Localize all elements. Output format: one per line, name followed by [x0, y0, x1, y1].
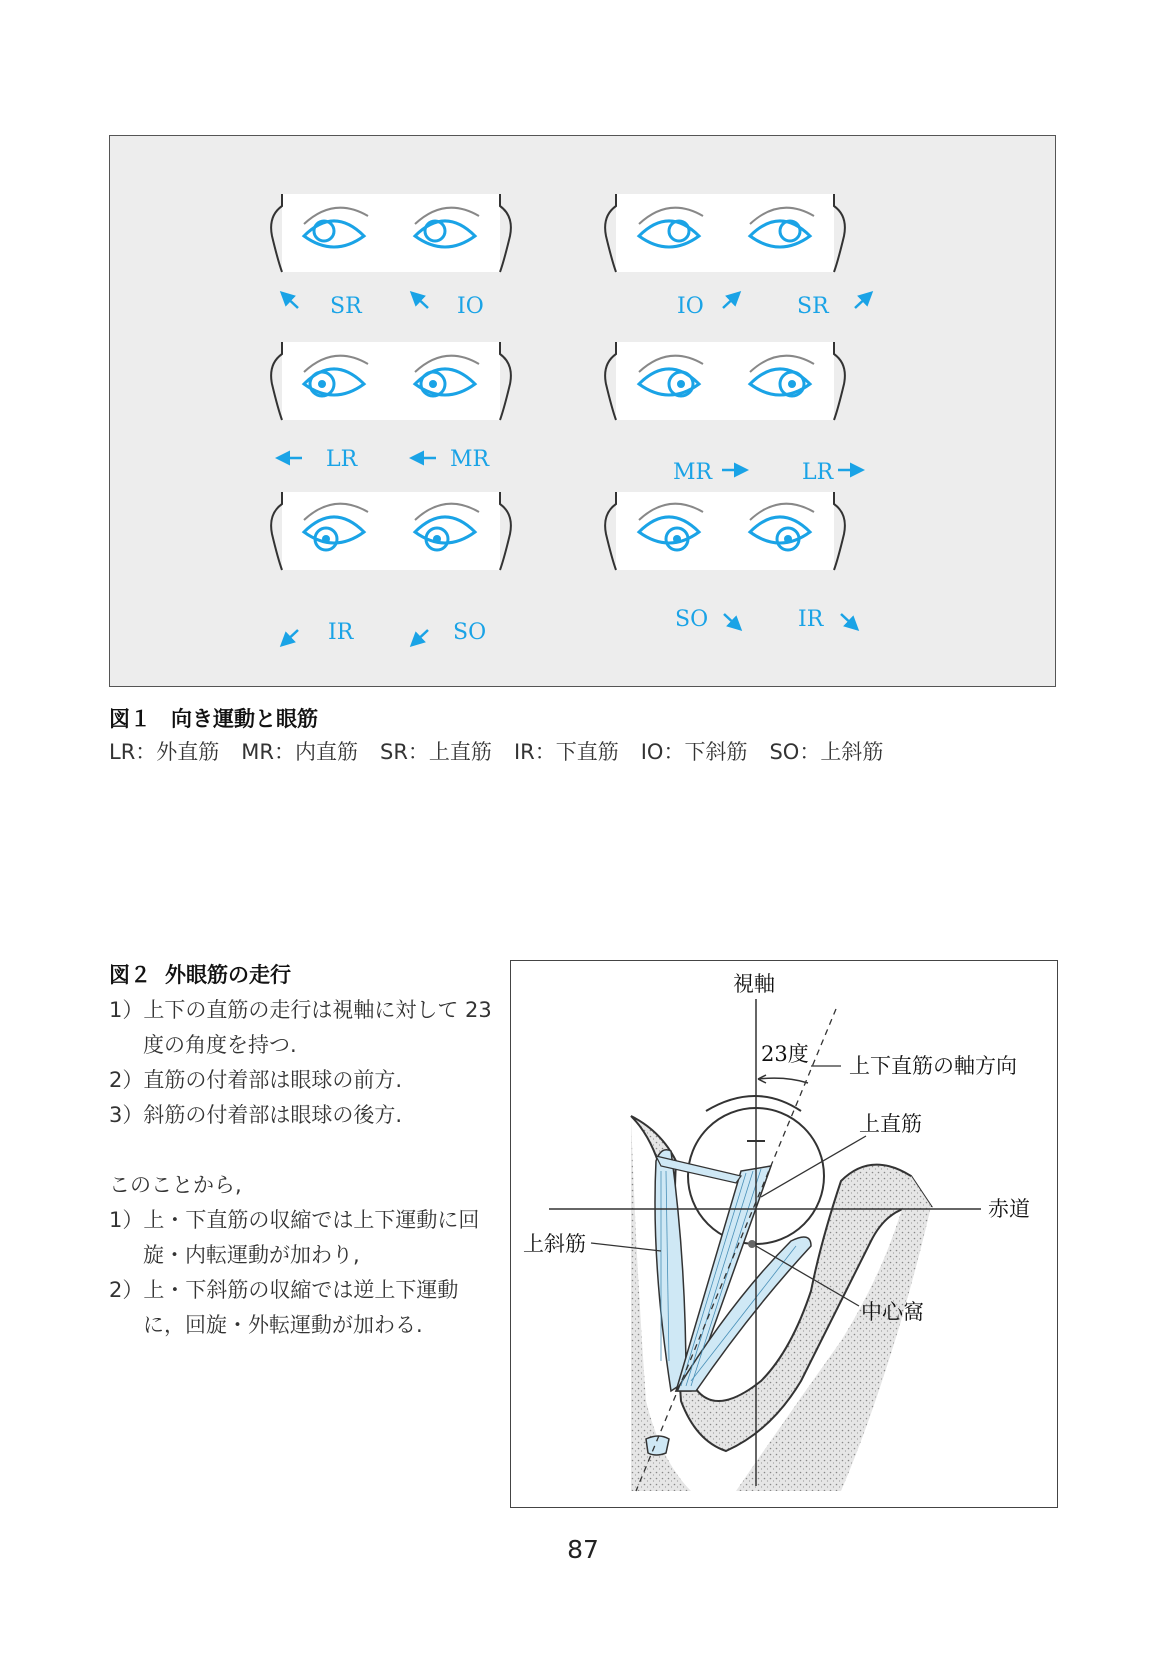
point-3: 3）斜筋の付着部は眼球の後方.	[109, 1103, 403, 1127]
extraocular-muscle-diagram	[511, 961, 1059, 1509]
point-2: 2）直筋の付着部は眼球の前方.	[109, 1068, 403, 1092]
label-io-right: IO	[677, 294, 704, 319]
abbr-lr: LR：外直筋	[109, 740, 220, 764]
figure-1-abbreviations	[109, 736, 905, 766]
label-sr-right: SR	[797, 294, 829, 319]
label-so-left: SO	[453, 620, 487, 645]
figure-1-panel	[109, 135, 1056, 687]
label-equator: 赤道	[988, 1197, 1030, 1221]
figure-2-title: 外眼筋の走行	[165, 963, 291, 987]
label-angle: 23度	[761, 1042, 809, 1066]
label-sr-left: SR	[330, 294, 362, 319]
abbr-sr: SR：上直筋	[380, 740, 492, 764]
label-lr-left: LR	[326, 447, 358, 472]
label-so-right: SO	[675, 607, 709, 632]
label-superior-oblique: 上斜筋	[523, 1232, 586, 1256]
superior-oblique-muscle	[655, 1150, 686, 1391]
label-mr-right: MR	[673, 460, 713, 485]
abbr-ir: IR：下直筋	[513, 740, 619, 764]
eye-movement-diagram	[110, 136, 1057, 688]
consequence-1: 1）上・下直筋の収縮では上下運動に回旋・内転運動が加わり,	[109, 1208, 480, 1267]
figure-2-panel	[510, 960, 1058, 1508]
label-rectus-axis: 上下直筋の軸方向	[849, 1054, 1017, 1078]
abbr-so: SO：上斜筋	[769, 740, 884, 764]
figure-1-title: 向き運動と眼筋	[171, 707, 318, 731]
abbr-io: IO：下斜筋	[640, 740, 748, 764]
label-superior-rectus: 上直筋	[859, 1112, 922, 1136]
label-ir-left: IR	[328, 620, 354, 645]
abbr-mr: MR：内直筋	[241, 740, 359, 764]
point-1: 1）上下の直筋の走行は視軸に対して 23 度の角度を持つ.	[109, 998, 492, 1057]
label-visual-axis: 視軸	[733, 972, 775, 996]
label-fovea: 中心窩	[861, 1300, 924, 1324]
fovea-marker	[748, 1240, 756, 1248]
label-mr-left: MR	[450, 447, 490, 472]
label-io-left: IO	[457, 294, 484, 319]
page-number: 87	[567, 1535, 599, 1564]
figure-2-caption	[109, 958, 499, 1343]
figure-1-number: 図１	[109, 707, 151, 731]
consequence-2: 2）上・下斜筋の収縮では逆上下運動に，回旋・外転運動が加わる.	[109, 1278, 459, 1337]
figure-2-number: 図２	[109, 963, 151, 987]
label-ir-right: IR	[798, 607, 824, 632]
figure-1-caption-title	[109, 703, 318, 733]
intro-text: このことから,	[109, 1173, 242, 1197]
label-lr-right: LR	[802, 460, 834, 485]
figure-2-caption-title	[109, 958, 499, 993]
